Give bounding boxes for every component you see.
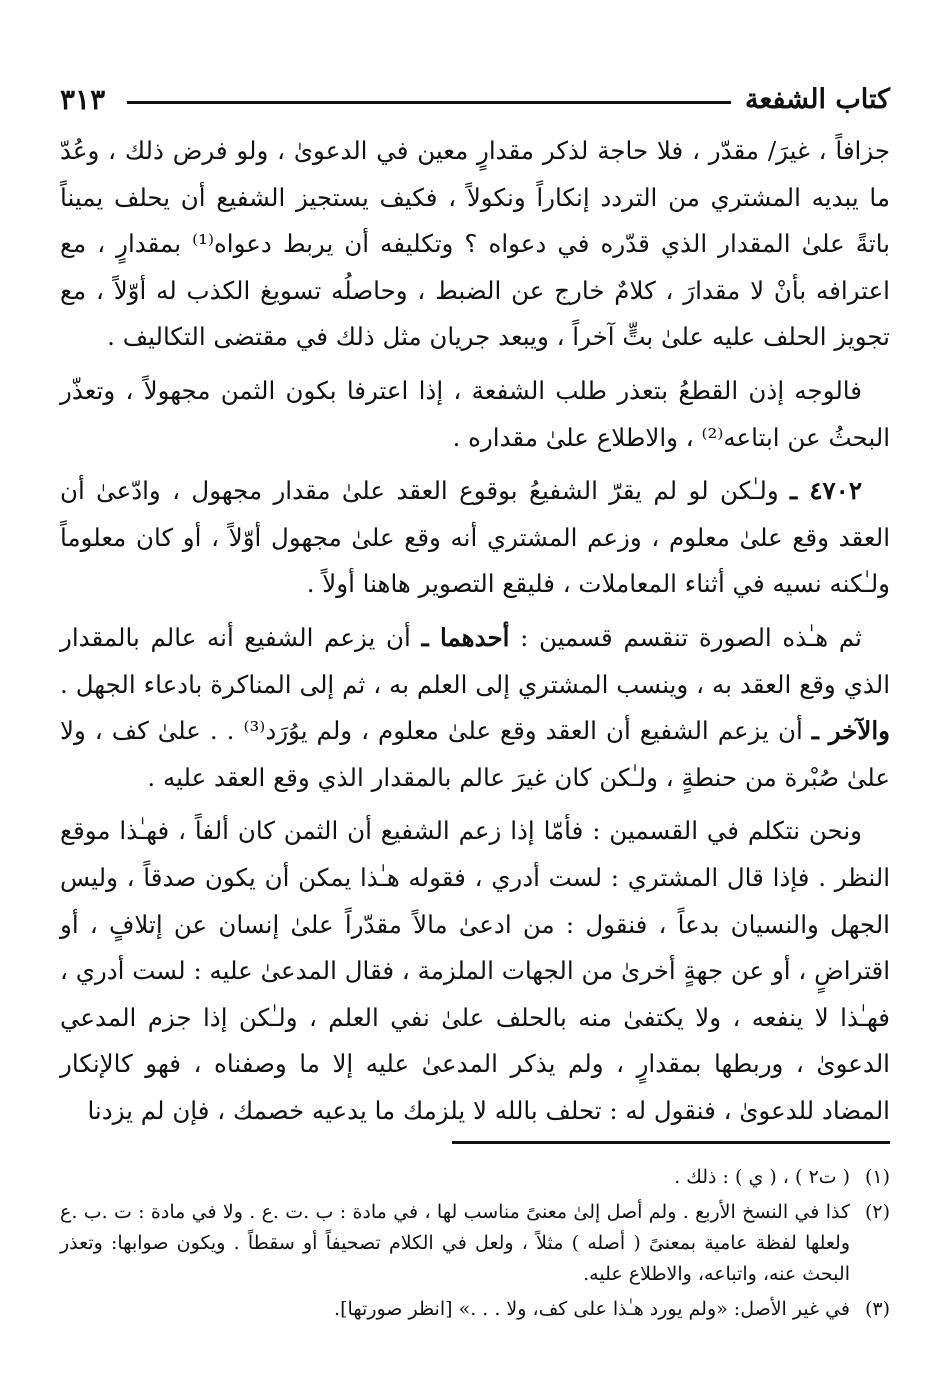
footnote <box>60 1294 890 1325</box>
paragraph <box>60 808 890 1134</box>
footnotes <box>60 1162 890 1325</box>
page-number: ٣١٣ <box>60 82 106 116</box>
paragraph-text: جزافاً ، غيرَ/ مقدّر ، فلا حاجة لذكر مقدارٍ معين في الدعوىٰ ، ولو فرض ذلك ، وعُدّ ما يبديه المشتري من التردد إنكاراً ونكولاً ، فكيف يستجيز الشفيع أن يحلف يميناً باتةً علىٰ المقدار الذي قدّره في دعواه ؟ وتكليفه أن يربط دعواه⁽¹⁾ بمقدارٍ ، مع اعترافه بأنْ لا مقدارَ ، كلامٌ خارج عن الضبط ، وحاصلُه تسويغ الكذب له أوّلاً ، مع تجويز الحلف عليه علىٰ بتٍّ آخراً ، ويبعد جريان مثل ذلك في مقتضى التكاليف . <box>60 136 891 352</box>
paragraph <box>60 368 890 461</box>
footnote-text: ( ت٢ ) ، ( ي ) : ذلك . <box>674 1166 850 1189</box>
footnote-mark: (١) <box>864 1166 890 1189</box>
paragraph-text: فالوجه إذن القطعُ بتعذر طلب الشفعة ، إذا اعترفا بكون الثمن مجهولاً ، وتعذّر البحثُ عن ابتاعه⁽²⁾ ، والاطلاع علىٰ مقداره . <box>60 375 890 452</box>
body-text <box>60 128 890 1134</box>
footnote <box>60 1197 890 1290</box>
footnote-text: في غير الأصل: «ولم يورد هـٰذا على كف، ولا . . .» [انظر صورتها]. <box>334 1298 850 1321</box>
footnote-separator <box>452 1141 890 1144</box>
paragraph-text: أن يزعم الشفيع أنه عالم بالمقدار الذي وقع العقد به ، وينسب المشتري إلى العلم به ، ثم إلى المناكرة بادعاء الجهل . <box>60 622 890 699</box>
bold-term-first: أحدهما ـ <box>421 622 510 652</box>
book-title: كتاب الشفعة <box>744 83 890 115</box>
paragraph <box>60 468 890 608</box>
book-page <box>60 78 890 1329</box>
running-header <box>60 78 890 120</box>
paragraph-text: ولـٰكن لو لم يقرّ الشفيعُ بوقوع العقد علىٰ مقدار مجهول ، وادّعىٰ أن العقد وقع علىٰ معلوم ، وزعم المشتري أنه وقع علىٰ مجهول أوّلاً ، أو كان معلوماً ولـٰكنه نسيه في أثناء المعاملات ، فليقع التصوير هاهنا أولاً . <box>60 476 890 599</box>
paragraph-text: أن يزعم الشفيع أن العقد وقع علىٰ معلوم ، ولم يوُرَد⁽³⁾ . . علىٰ كف ، ولا علىٰ صُبْرة من حنطةٍ ، ولـٰكن كان غيرَ عالم بالمقدار الذي وقع العقد عليه . <box>60 716 890 792</box>
footnote <box>60 1162 890 1193</box>
paragraph-text: ثم هـٰذه الصورة تنقسم قسمين : <box>509 622 862 652</box>
paragraph-text: ونحن نتكلم في القسمين : فأمّا إذا زعم الشفيع أن الثمن كان ألفاً ، فهـٰذا موقع النظر . فإذا قال المشتري : لست أدري ، فقوله هـٰذا يمكن أن يكون صدقاً ، وليس الجهل والنسيان بدعاً ، فنقول : من ادعىٰ مالاً مقدّراً علىٰ إنسان عن إتلافٍ ، أو اقتراضٍ ، أو عن جهةٍ أخرىٰ من الجهات الملزمة ، فقال المدعىٰ عليه : لست أدري ، فهـٰذا لا ينفعه ، ولا يكتفىٰ منه بالحلف علىٰ نفي العلم ، ولـٰكن إذا جزم المدعي الدعوىٰ ، وربطها بمقدارٍ ، ولم يذكر المدعىٰ عليه إلا ما وصفناه ، فهو كالإنكار المضاد للدعوىٰ ، فنقول له : تحلف بالله لا يلزمك ما يدعيه خصمك ، فإن لم يزدنا <box>60 816 890 1125</box>
paragraph <box>60 128 890 361</box>
header-rule <box>127 101 731 104</box>
footnote-mark: (٢) <box>864 1201 890 1224</box>
footnote-mark: (٣) <box>864 1298 890 1321</box>
bold-term-second: والآخر ـ <box>811 716 890 746</box>
paragraph <box>60 615 890 801</box>
footnote-text: كذا في النسخ الأربع . ولم أصل إلىٰ معنىً مناسب لها ، في مادة : ب .ت .ع . ولا في مادة : ت .ب .ع ولعلها لفظة عامية بمعنىً ( أصله ) مثلاً ، ولعل في الكلام تصحيفاً أو سقطاً . ويكون صوابها: وتعذر البحث عنه، واتباعه، والاطلاع عليه. <box>60 1201 850 1286</box>
paragraph-number: ٤٧٠٢ ـ <box>790 476 862 506</box>
